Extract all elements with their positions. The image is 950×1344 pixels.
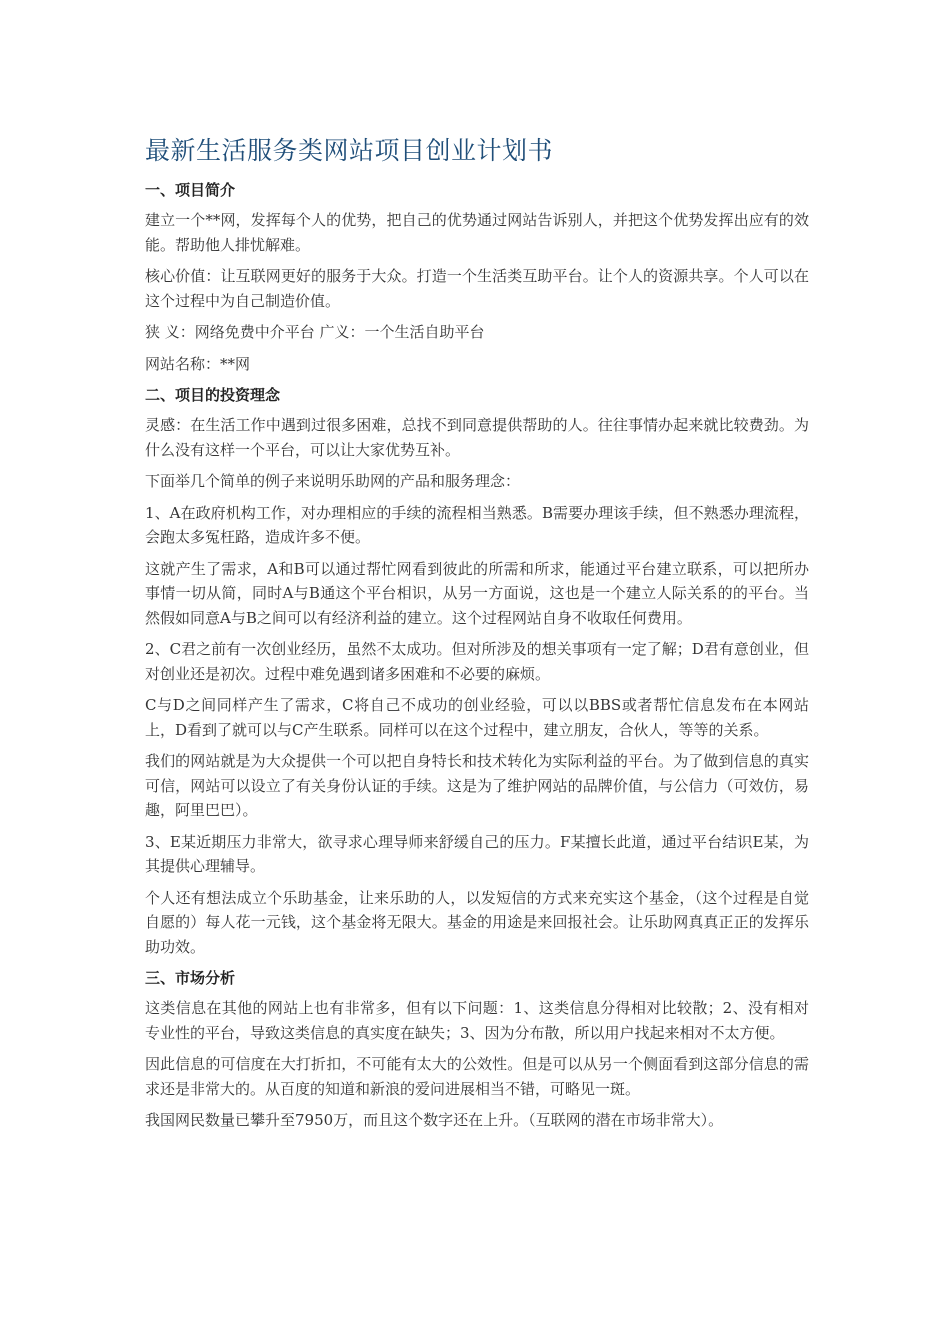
section-heading: 三、市场分析 [145,969,236,987]
paragraph: 2、C君之前有一次创业经历，虽然不太成功。但对所涉及的想关事项有一定了解；D君有意创业，但对创业还是初次。过程中难免遇到诸多困难和不必要的麻烦。 [145,640,809,683]
paragraph: 我国网民数量已攀升至7950万，而且这个数字还在上升。（互联网的潜在市场非常大）。 [145,1111,724,1129]
paragraph: 建立一个**网，发挥每个人的优势，把自己的优势通过网站告诉别人，并把这个优势发挥出应有的效能。帮助他人排忧解难。 [145,211,809,254]
section-market-analysis [145,966,809,1133]
section-heading: 一、项目简介 [145,181,236,199]
paragraph: 下面举几个简单的例子来说明乐助网的产品和服务理念： [145,472,521,490]
paragraph: 核心价值：让互联网更好的服务于大众。打造一个生活类互助平台。让个人的资源共享。个人可以在这个过程中为自己制造价值。 [145,267,809,310]
paragraph: 狭 义：网络免费中介平台 广义：一个生活自助平台 [145,323,485,341]
paragraph: C与D之间同样产生了需求，C将自己不成功的创业经验，可以以BBS或者帮忙信息发布在本网站上，D看到了就可以与C产生联系。同样可以在这个过程中，建立朋友，合伙人，等等的关系。 [145,696,809,739]
paragraph: 1、A在政府机构工作，对办理相应的手续的流程相当熟悉。B需要办理该手续，但不熟悉办理流程，会跑太多冤枉路，造成许多不便。 [145,503,809,546]
section-project-intro [145,178,809,376]
paragraph: 这类信息在其他的网站上也有非常多，但有以下问题：1、这类信息分得相对比较散；2、没有相对专业性的平台，导致这类信息的真实度在缺失；3、因为分布散，所以用户找起来相对不太方便。 [145,999,809,1042]
paragraph: 我们的网站就是为大众提供一个可以把自身特长和技术转化为实际利益的平台。为了做到信息的真实可信，网站可以设立了有关身份认证的手续。这是为了维护网站的品牌价值，与公信力（可效仿，易趣，阿里巴巴）。 [145,752,809,819]
section-heading: 二、项目的投资理念 [145,386,281,404]
paragraph: 这就产生了需求，A和B可以通过帮忙网看到彼此的所需和所求，能通过平台建立联系，可以把所办事情一切从简，同时A与B通这个平台相识，从另一方面说，这也是一个建立人际关系的的平台。当然假如同意A与B之间可以有经济利益的建立。这个过程网站自身不收取任何费用。 [145,559,809,627]
section-investment-concept [145,383,809,959]
paragraph: 个人还有想法成立个乐助基金，让来乐助的人，以发短信的方式来充实这个基金，（这个过程是自觉自愿的）每人花一元钱，这个基金将无限大。基金的用途是来回报社会。让乐助网真真正正的发挥乐助功效。 [145,888,809,956]
paragraph: 因此信息的可信度在大打折扣，不可能有太大的公效性。但是可以从另一个侧面看到这部分信息的需求还是非常大的。从百度的知道和新浪的爱问进展相当不错，可略见一斑。 [145,1055,809,1098]
paragraph: 网站名称：**网 [145,354,251,373]
paragraph: 灵感：在生活工作中遇到过很多困难，总找不到同意提供帮助的人。往往事情办起来就比较费劲。为什么没有这样一个平台，可以让大家优势互补。 [145,416,809,459]
document-title: 最新生活服务类网站项目创业计划书 [145,136,554,165]
paragraph: 3、E某近期压力非常大，欲寻求心理导师来舒缓自己的压力。F某擅长此道，通过平台结识E某，为其提供心理辅导。 [145,832,809,875]
document-page [145,128,809,1140]
